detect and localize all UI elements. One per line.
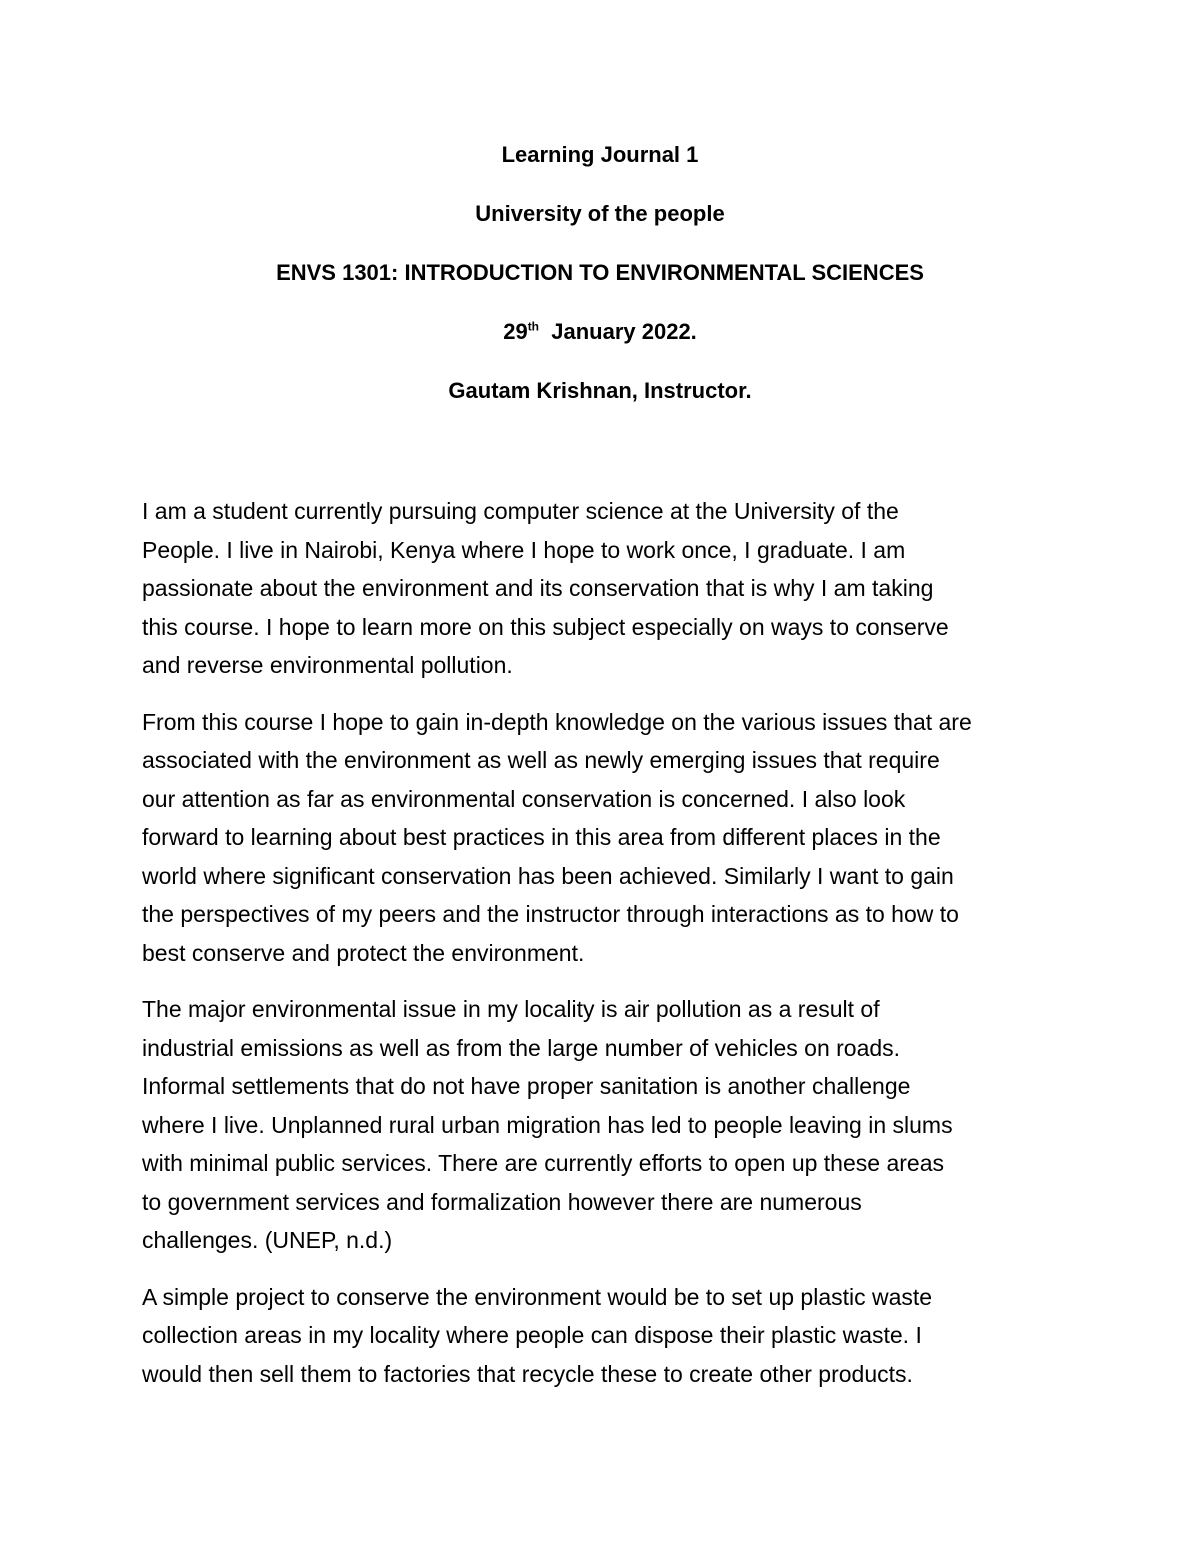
body-line: best conserve and protect the environment. <box>142 939 585 966</box>
journal-body <box>142 492 1062 1411</box>
paragraph-course-goals <box>142 703 1062 973</box>
body-line: world where significant conservation has been achieved. Similarly I want to gain <box>142 862 954 889</box>
body-line: with minimal public services. There are currently efforts to open up these areas <box>142 1150 944 1176</box>
body-line: this course. I hope to learn more on this subject especially on ways to conserve <box>142 613 949 640</box>
body-line: I am a student currently pursuing computer science at the University of the <box>142 498 899 524</box>
body-line: People. I live in Nairobi, Kenya where I hope to work once, I graduate. I am <box>142 536 906 563</box>
body-line: From this course I hope to gain in-depth knowledge on the various issues that are <box>142 708 972 735</box>
paragraph-introduction <box>142 492 1062 685</box>
course-title: ENVS 1301: INTRODUCTION TO ENVIRONMENTAL SCIENCES <box>276 260 924 285</box>
body-line: to government services and formalization however there are numerous <box>142 1188 862 1215</box>
body-line: passionate about the environment and its conservation that is why I am taking <box>142 575 934 601</box>
university-name: University of the people <box>475 201 725 226</box>
body-line: and reverse environmental pollution. <box>142 652 513 678</box>
body-line: forward to learning about best practices in this area from different places in the <box>142 824 941 850</box>
date-day: 29 <box>503 319 528 344</box>
body-line: industrial emissions as well as from the large number of vehicles on roads. <box>142 1034 901 1061</box>
body-line: would then sell them to factories that recycle these to create other products. <box>142 1360 913 1387</box>
body-line: our attention as far as environmental conservation is concerned. I also look <box>142 785 906 812</box>
instructor-name: Gautam Krishnan, Instructor. <box>448 378 752 403</box>
body-line: challenges. (UNEP, n.d.) <box>142 1227 393 1253</box>
paragraph-project <box>142 1278 1062 1394</box>
paragraph-local-issues <box>142 990 1062 1260</box>
journal-title: Learning Journal 1 <box>501 142 699 167</box>
body-line: A simple project to conserve the environment would be to set up plastic waste <box>142 1283 933 1310</box>
date-month-year: January 2022. <box>539 319 697 344</box>
date-ordinal-suffix: th <box>527 319 540 334</box>
journal-date <box>0 317 1200 347</box>
title-block <box>0 140 1200 435</box>
body-line: The major environmental issue in my locality is air pollution as a result of <box>142 996 880 1022</box>
body-line: collection areas in my locality where people can dispose their plastic waste. I <box>142 1322 922 1348</box>
body-line: Informal settlements that do not have proper sanitation is another challenge <box>142 1073 911 1099</box>
body-line: the perspectives of my peers and the instructor through interactions as to how to <box>142 901 959 927</box>
body-line: associated with the environment as well as newly emerging issues that require <box>142 747 940 773</box>
body-line: where I live. Unplanned rural urban migration has led to people leaving in slums <box>142 1111 953 1138</box>
